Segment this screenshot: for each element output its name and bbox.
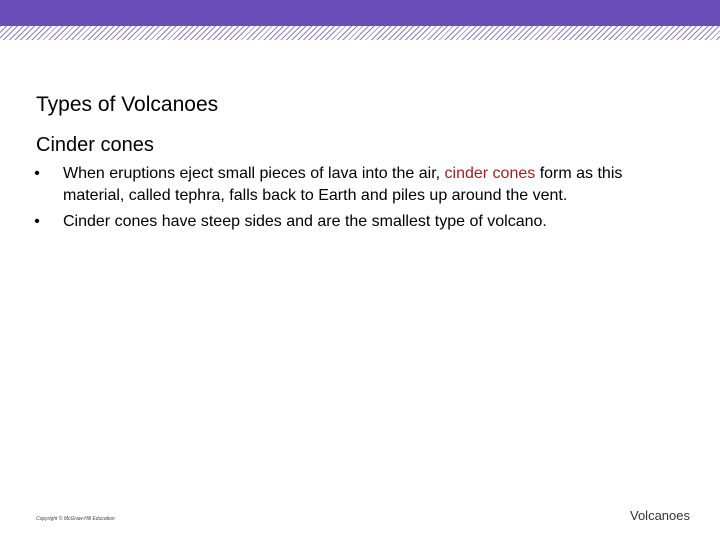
slide-subtitle: Cinder cones [36, 134, 154, 156]
highlighted-term: cinder cones [444, 165, 536, 182]
bullet-list [30, 163, 680, 237]
bullet-text-after: form as this material, called tephra, falls back to Earth and piles up around the vent. [63, 165, 623, 204]
bullet-text-before: When eruptions eject small pieces of lava into the air, [63, 165, 445, 182]
copyright-notice: Copyright © McGraw-Hill Education [36, 516, 115, 522]
header-band [0, 0, 720, 26]
bullet-marker: • [34, 165, 40, 182]
bullet-item [30, 211, 680, 233]
slide-title: Types of Volcanoes [36, 93, 219, 116]
bullet-marker: • [34, 213, 40, 230]
bullet-text: Cinder cones have steep sides and are the smallest type of volcano. [63, 213, 547, 230]
header-hatch-pattern [0, 26, 720, 40]
bullet-item [30, 163, 680, 207]
footer-label: Volcanoes [630, 508, 690, 523]
